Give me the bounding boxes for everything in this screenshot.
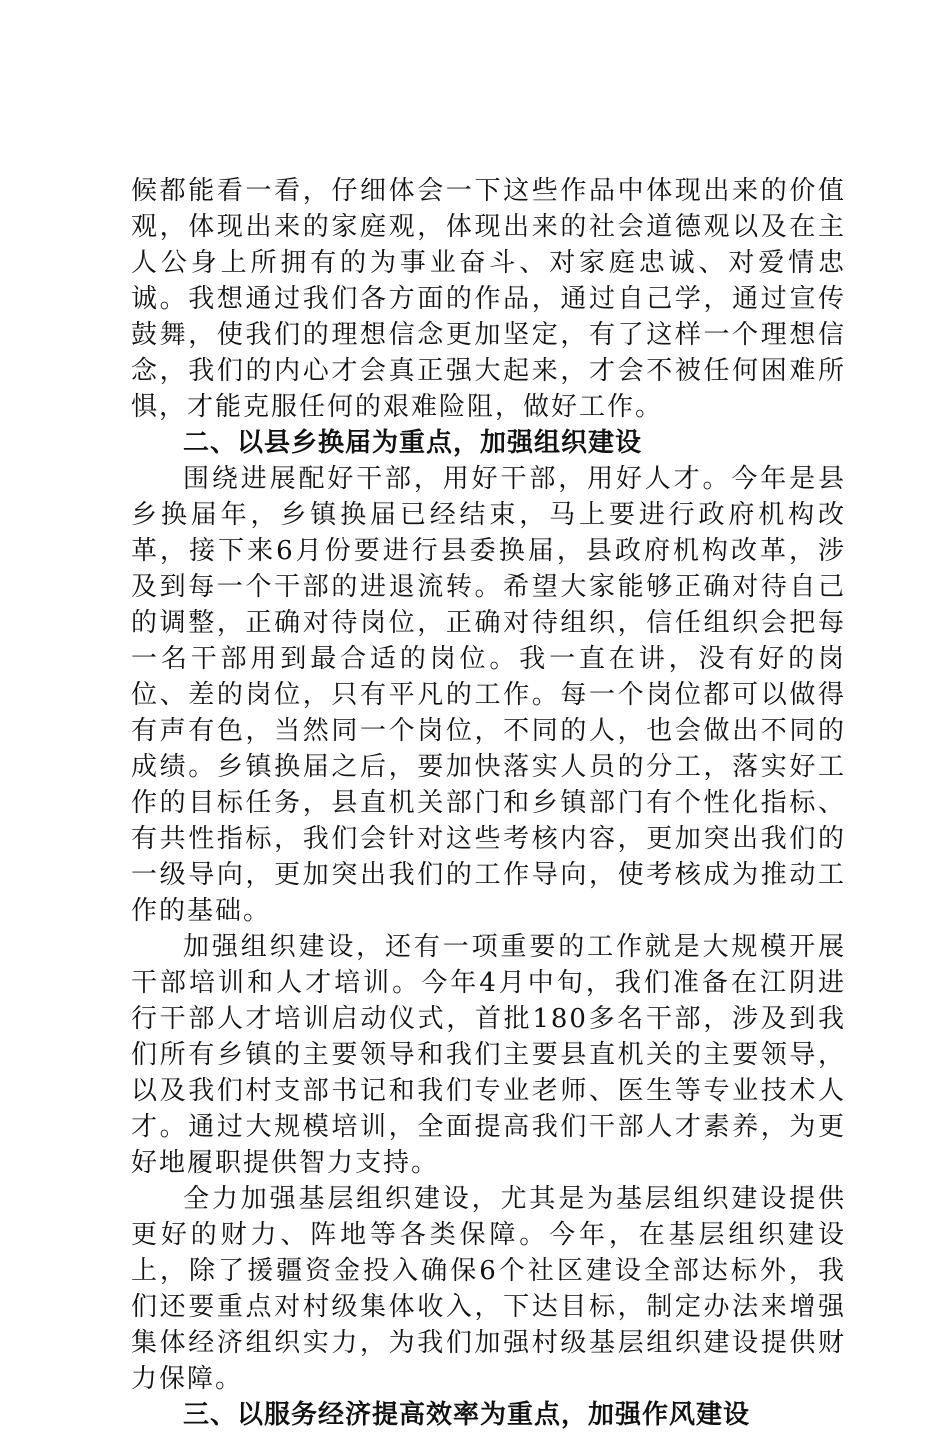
body-paragraph: 候都能看一看，仔细体会一下这些作品中体现出来的价值观，体现出来的家庭观，体现出来的社会道德观以及在主人公身上所拥有的为事业奋斗、对家庭忠诚、对爱情忠诚。我想通过我们各方面的作品，通过自己学，通过宣传鼓舞，使我们的理想信念更加坚定，有了这样一个理想信念，我们的内心才会真正强大起来，才会不被任何困难所惧，才能克服任何的艰难险阻，做好工作。 xyxy=(131,176,846,422)
body-paragraph: 加强组织建设，还有一项重要的工作就是大规模开展干部培训和人才培训。今年4月中旬，我们准备在江阴进行干部人才培训启动仪式，首批180多名干部，涉及到我们所有乡镇的主要领导和我们主要县直机关的主要领导，以及我们村支部书记和我们专业老师、医生等专业技术人才。通过大规模培训，全面提高我们干部人才素养，为更好地履职提供智力支持。 xyxy=(131,932,846,1178)
section-heading: 三、以服务经济提高效率为重点，加强作风建设 xyxy=(183,1400,751,1430)
section-heading: 二、以县乡换届为重点，加强组织建设 xyxy=(183,428,643,458)
body-paragraph: 围绕进展配好干部，用好干部，用好人才。今年是县乡换届年，乡镇换届已经结束，马上要进行政府机构改革，接下来6月份要进行县委换届，县政府机构改革，涉及到每一个干部的进退流转。希望大家能够正确对待自己的调整，正确对待岗位，正确对待组织，信任组织会把每一名干部用到最合适的岗位。我一直在讲，没有好的岗位、差的岗位，只有平凡的工作。每一个岗位都可以做得有声有色，当然同一个岗位，不同的人，也会做出不同的成绩。乡镇换届之后，要加快落实人员的分工，落实好工作的目标任务，县直机关部门和乡镇部门有个性化指标、有共性指标，我们会针对这些考核内容，更加突出我们的一级导向，更加突出我们的工作导向，使考核成为推动工作的基础。 xyxy=(131,464,846,926)
body-paragraph: 全力加强基层组织建设，尤其是为基层组织建设提供更好的财力、阵地等各类保障。今年，在基层组织建设上，除了援疆资金投入确保6个社区建设全部达标外，我们还要重点对村级集体收入，下达目标，制定办法来增强集体经济组织实力，为我们加强村级基层组织建设提供财力保障。 xyxy=(131,1184,846,1394)
document-page xyxy=(131,173,846,1433)
